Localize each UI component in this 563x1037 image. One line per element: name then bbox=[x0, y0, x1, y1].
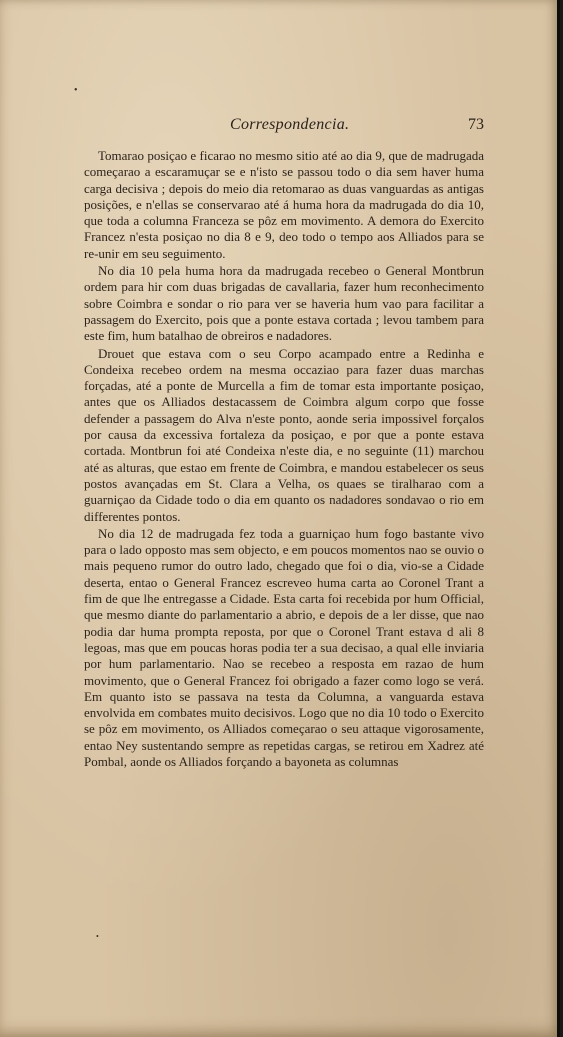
page-header bbox=[84, 116, 484, 136]
page-number: 73 bbox=[468, 116, 484, 133]
page-edge bbox=[557, 0, 560, 1037]
running-title: Correspondencia. bbox=[230, 116, 350, 133]
ink-speck: • bbox=[96, 932, 99, 941]
paragraph: Tomarao posiçao e ficarao no mesmo sitio até ao dia 9, que de madrugada começarao a escaramuçar se e n'isto se passou todo o dia sem haver huma carga decisiva ; depois do meio dia retomarao as duas vanguardas as antigas posições, e n'ellas se conservarao até á huma hora da madrugada do dia 10, que toda a columna Franceza se pôz em movimento. A demora do Exercito Francez n'esta posiçao no dia 8 e 9, deo todo o tempo aos Alliados para se re-unir em seu seguimento. bbox=[84, 148, 484, 261]
paragraph: No dia 12 de madrugada fez toda a guarniçao hum fogo bastante vivo para o lado opposto mas sem objecto, e em poucos momentos nao se ouvio o mais pequeno rumor do outro lado, chegado que foi o dia, vio-se a Cidade deserta, entao o General Francez escreveo huma carta ao Coronel Trant a fim de que lhe entregasse a Cidade. Esta carta foi recebida por hum Official, que mesmo diante do parlamentario a abrio, e depois de a ler disse, que nao podia dar huma prompta reposta, por que o Coronel Trant estava d ali 8 legoas, mas que em poucas horas podia ter a sua decisao, a qual elle inviaria por hum parlamentario. Nao se recebeo a resposta em razao de hum movimento, que o General Francez foi obrigado a fazer como logo se verá. Em quanto isto se passava na testa da Columna, a vanguarda estava envolvida em combates muito decisivos. Logo que no dia 10 todo o Exercito se pôz em movimento, os Alliados começarao o seu attaque vigorosamente, entao Ney sustentando sempre as repetidas cargas, se retirou em Xadrez até Pombal, aonde os Alliados forçando a bayoneta as columnas bbox=[84, 525, 484, 769]
paragraph: No dia 10 pela huma hora da madrugada recebeo o General Montbrun ordem para hir com duas brigadas de cavallaria, fazer hum reconhecimento sobre Coimbra e sondar o rio para ver se haveria hum vao para facilitar a passagem do Exercito, pois que a ponte estava cortada ; levou tambem para este fim, hum batalhao de obreiros e nadadores. bbox=[84, 263, 484, 344]
paragraph: Drouet que estava com o seu Corpo acampado entre a Redinha e Condeixa recebeo ordem na mesma occaziao para fazer duas marchas forçadas, até a ponte de Murcella a fim de tomar esta importante posiçao, antes que os Alliados destacassem de Coimbra algum corpo que fosse defender a passagem do Alva n'este ponto, aonde seria impossivel forçalos por causa da excessiva fortaleza da posiçao, e por que a ponte estava cortada. Montbrun foi até Condeixa n'este dia, e no seguinte (11) marchou até as alturas, que estao em frente de Coimbra, e mandou estabelecer os seus postos avançadas em St. Clara a Velha, os quaes se tiralharao com a guarniçao da Cidade todo o dia em quanto os nadadores sondavao o rio em differentes pontos. bbox=[84, 345, 484, 524]
ink-speck: • bbox=[74, 85, 78, 96]
body-text bbox=[84, 148, 484, 770]
